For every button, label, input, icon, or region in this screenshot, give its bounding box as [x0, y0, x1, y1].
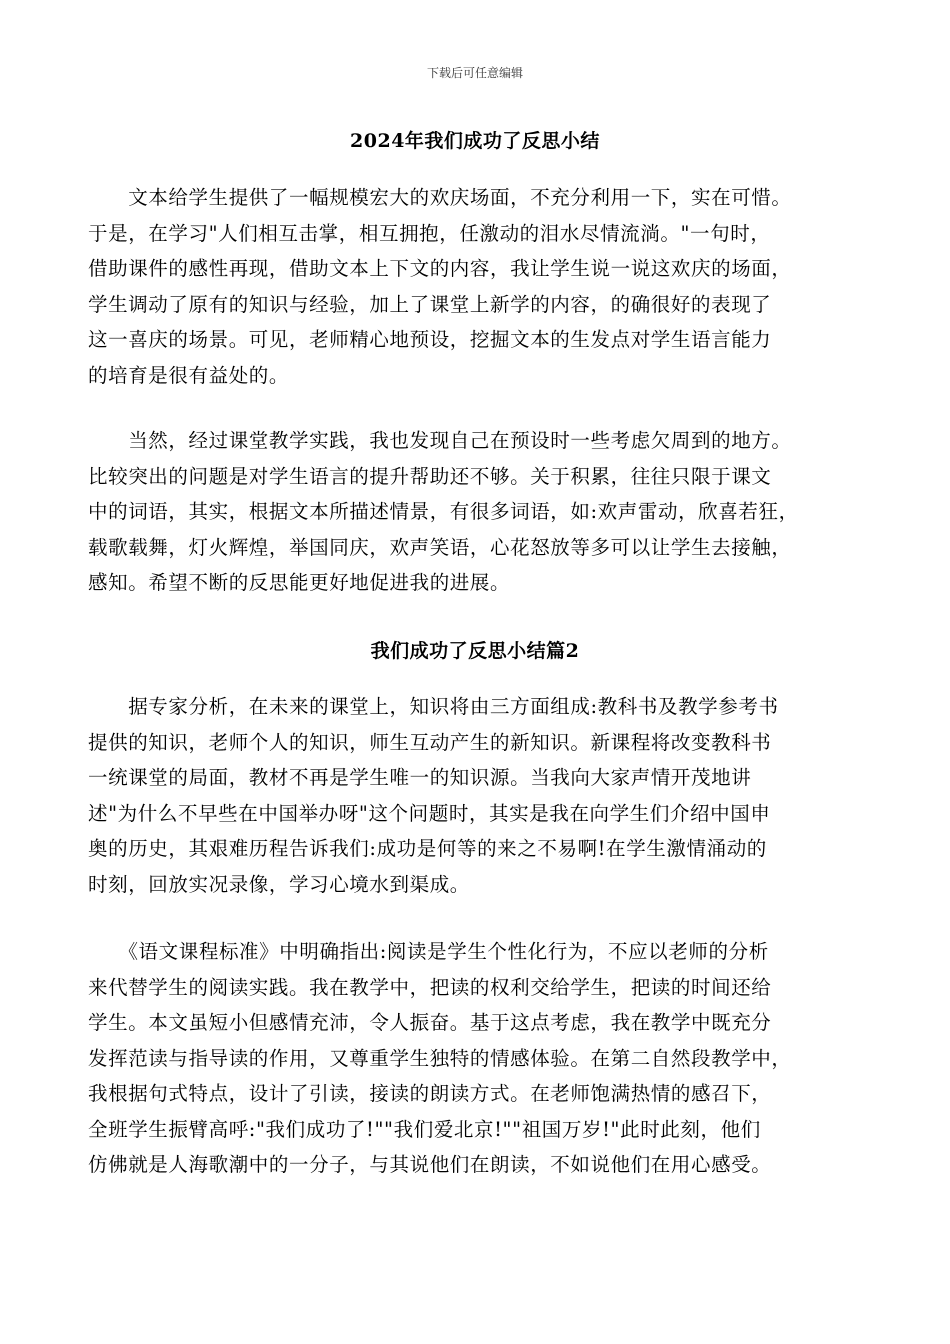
text-line: 时刻，回放实况录像，学习心境水到渠成。 [88, 872, 470, 896]
text-line: 《语文课程标准》中明确指出:阅读是学生个性化行为，不应以老师的分析 [88, 940, 769, 963]
text-line: 借助课件的感性再现，借助文本上下文的内容，我让学生说一说这欢庆的场面， [88, 257, 792, 280]
text-line: 来代替学生的阅读实践。我在教学中，把读的权利交给学生，把读的时间还给 [88, 975, 772, 999]
text-line: 载歌载舞，灯火辉煌，举国同庆，欢声笑语，心花怒放等多可以让学生去接触， [88, 535, 792, 559]
text-line: 一统课堂的局面，教材不再是学生唯一的知识源。当我向大家声情开茂地讲 [88, 766, 752, 789]
text-line: 学生。本文虽短小但感情充沛，令人振奋。基于这点考虑，我在教学中既充分 [88, 1011, 772, 1034]
text-line: 我根据句式特点，设计了引读，接读的朗读方式。在老师饱满热情的感召下， [88, 1082, 772, 1105]
section-1-paragraph-2 [88, 423, 868, 601]
text-line: 仿佛就是人海歌潮中的一分子，与其说他们在朗读，不如说他们在用心感受。 [88, 1153, 772, 1176]
section-2-title: 我们成功了反思小结篇2 [370, 640, 580, 662]
text-line: 文本给学生提供了一幅规模宏大的欢庆场面，不充分利用一下，实在可惜。 [88, 186, 792, 209]
section-2-paragraph-1 [88, 689, 868, 902]
section-2-paragraph-2 [88, 934, 868, 1183]
text-line: 中的词语，其实，根据文本所描述情景，有很多词语，如:欢声雷动，欣喜若狂， [88, 500, 799, 523]
text-line: 的培育是很有益处的。 [88, 363, 290, 387]
text-line: 发挥范读与指导读的作用，又尊重学生独特的情感体验。在第二自然段教学中， [88, 1046, 792, 1070]
text-line: 感知。希望不断的反思能更好地促进我的进展。 [88, 571, 511, 594]
text-line: 奥的历史，其艰难历程告诉我们:成功是何等的来之不易啊!在学生激情涌动的 [88, 837, 767, 860]
text-line: 据专家分析，在未来的课堂上，知识将由三方面组成:教科书及教学参考书 [88, 695, 779, 718]
text-line: 述"为什么不早些在中国举办呀"这个问题时，其实是我在向学生们介绍中国申 [88, 801, 771, 825]
section-1-title: 2024年我们成功了反思小结 [350, 130, 600, 152]
header-note: 下载后可任意编辑 [426, 66, 523, 80]
text-line: 于是，在学习"人们相互击掌，相互拥抱，任激动的泪水尽情流淌。"一句时， [88, 221, 771, 245]
text-line: 全班学生振臂高呼:"我们成功了!""我们爱北京!""祖国万岁!"此时此刻，他们 [88, 1117, 761, 1141]
text-line: 这一喜庆的场景。可见，老师精心地预设，挖掘文本的生发点对学生语言能力 [88, 328, 772, 351]
text-line: 学生调动了原有的知识与经验，加上了课堂上新学的内容，的确很好的表现了 [88, 292, 772, 316]
text-line: 当然，经过课堂教学实践，我也发现自己在预设时一些考虑欠周到的地方。 [88, 429, 792, 452]
section-1-paragraph-1 [88, 180, 868, 393]
text-line: 提供的知识，老师个人的知识，师生互动产生的新知识。新课程将改变教科书 [88, 730, 772, 754]
text-line: 比较突出的问题是对学生语言的提升帮助还不够。关于积累，往往只限于课文 [88, 464, 772, 488]
